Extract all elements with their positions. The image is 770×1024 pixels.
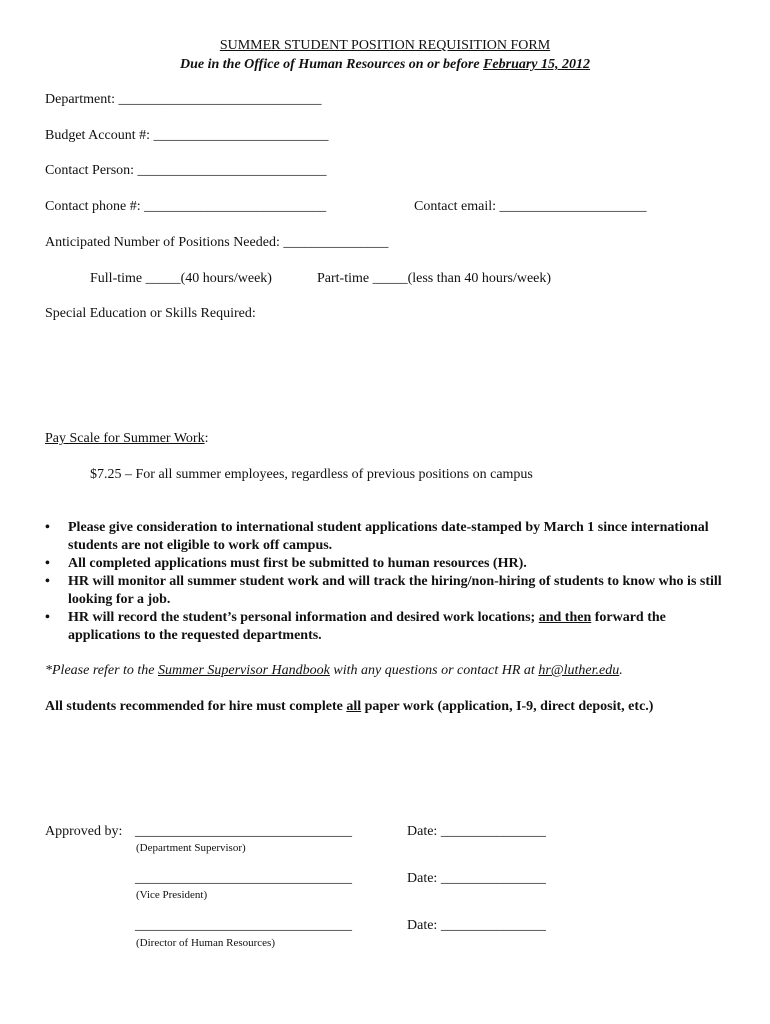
handbook-link[interactable]: Summer Supervisor Handbook <box>158 663 330 678</box>
budget-account-field: Budget Account #: _________________________ <box>45 128 329 143</box>
bullet-icon: • <box>45 556 50 571</box>
pay-scale-heading: Pay Scale for Summer Work: <box>45 431 209 446</box>
signature-caption-hr-director: (Director of Human Resources) <box>136 937 275 949</box>
budget-account-input[interactable]: _________________________ <box>153 128 329 143</box>
paperwork-note: All students recommended for hire must complete all paper work (application, I-9, direct deposit, etc.) <box>45 699 654 714</box>
positions-needed-input[interactable]: _______________ <box>283 235 389 250</box>
signature-caption-vp: (Vice President) <box>136 889 208 901</box>
pay-rate: $7.25 – For all summer employees, regardless of previous positions on campus <box>90 467 533 482</box>
contact-person-field: Contact Person: ___________________________ <box>45 163 327 178</box>
fulltime-field[interactable]: Full-time _____(40 hours/week) <box>90 271 272 286</box>
list-item: • Please give consideration to international student applications date-stamped by March 1 since international students are not eligible to work off campus. <box>45 520 709 553</box>
parttime-field[interactable]: Part-time _____(less than 40 hours/week) <box>317 271 552 286</box>
contact-email-field: Contact email: _____________________ <box>414 199 647 214</box>
date-field-supervisor: Date: _______________ <box>407 824 546 839</box>
signature-line-hr-director[interactable]: _______________________________ <box>135 918 352 933</box>
form-title: SUMMER STUDENT POSITION REQUISITION FORM <box>219 38 551 53</box>
signature-caption-supervisor: (Department Supervisor) <box>136 842 246 854</box>
bullet-icon: • <box>45 574 50 589</box>
contact-person-input[interactable]: ___________________________ <box>137 163 327 178</box>
positions-needed-field: Anticipated Number of Positions Needed: _______________ <box>45 235 389 250</box>
bullet-icon: • <box>45 520 50 535</box>
bullet-icon: • <box>45 610 50 625</box>
approved-by-label: Approved by: <box>45 824 123 839</box>
department-field: Department: _____________________________ <box>45 92 322 107</box>
date-input-hr-director[interactable]: _______________ <box>440 918 546 933</box>
date-field-vp: Date: _______________ <box>407 871 546 886</box>
signature-line-supervisor[interactable]: _______________________________ <box>135 824 352 839</box>
department-input[interactable]: _____________________________ <box>118 92 322 107</box>
handbook-note: *Please refer to the Summer Supervisor Handbook with any questions or contact HR at hr@luther.edu. <box>45 663 623 678</box>
due-line: Due in the Office of Human Resources on or before February 15, 2012 <box>179 57 591 72</box>
hr-email-link[interactable]: hr@luther.edu <box>538 663 620 678</box>
contact-email-input[interactable]: _____________________ <box>499 199 647 214</box>
date-input-vp[interactable]: _______________ <box>440 871 546 886</box>
instructions-list <box>45 519 725 645</box>
list-item: • All completed applications must first be submitted to human resources (HR). <box>45 556 527 571</box>
list-item: • HR will monitor all summer student work and will track the hiring/non-hiring of students to know who is still looking for a job. <box>45 574 722 607</box>
date-input-supervisor[interactable]: _______________ <box>440 824 546 839</box>
signature-line-vp[interactable]: _______________________________ <box>135 871 352 886</box>
list-item: • HR will record the student’s personal information and desired work locations; and then forward the applications to the requested departments. <box>45 610 666 643</box>
date-field-hr-director: Date: _______________ <box>407 918 546 933</box>
contact-phone-field: Contact phone #: __________________________ <box>45 199 327 214</box>
contact-phone-input[interactable]: __________________________ <box>144 199 327 214</box>
due-date: February 15, 2012 <box>483 57 591 72</box>
special-skills-label: Special Education or Skills Required: <box>45 306 256 321</box>
